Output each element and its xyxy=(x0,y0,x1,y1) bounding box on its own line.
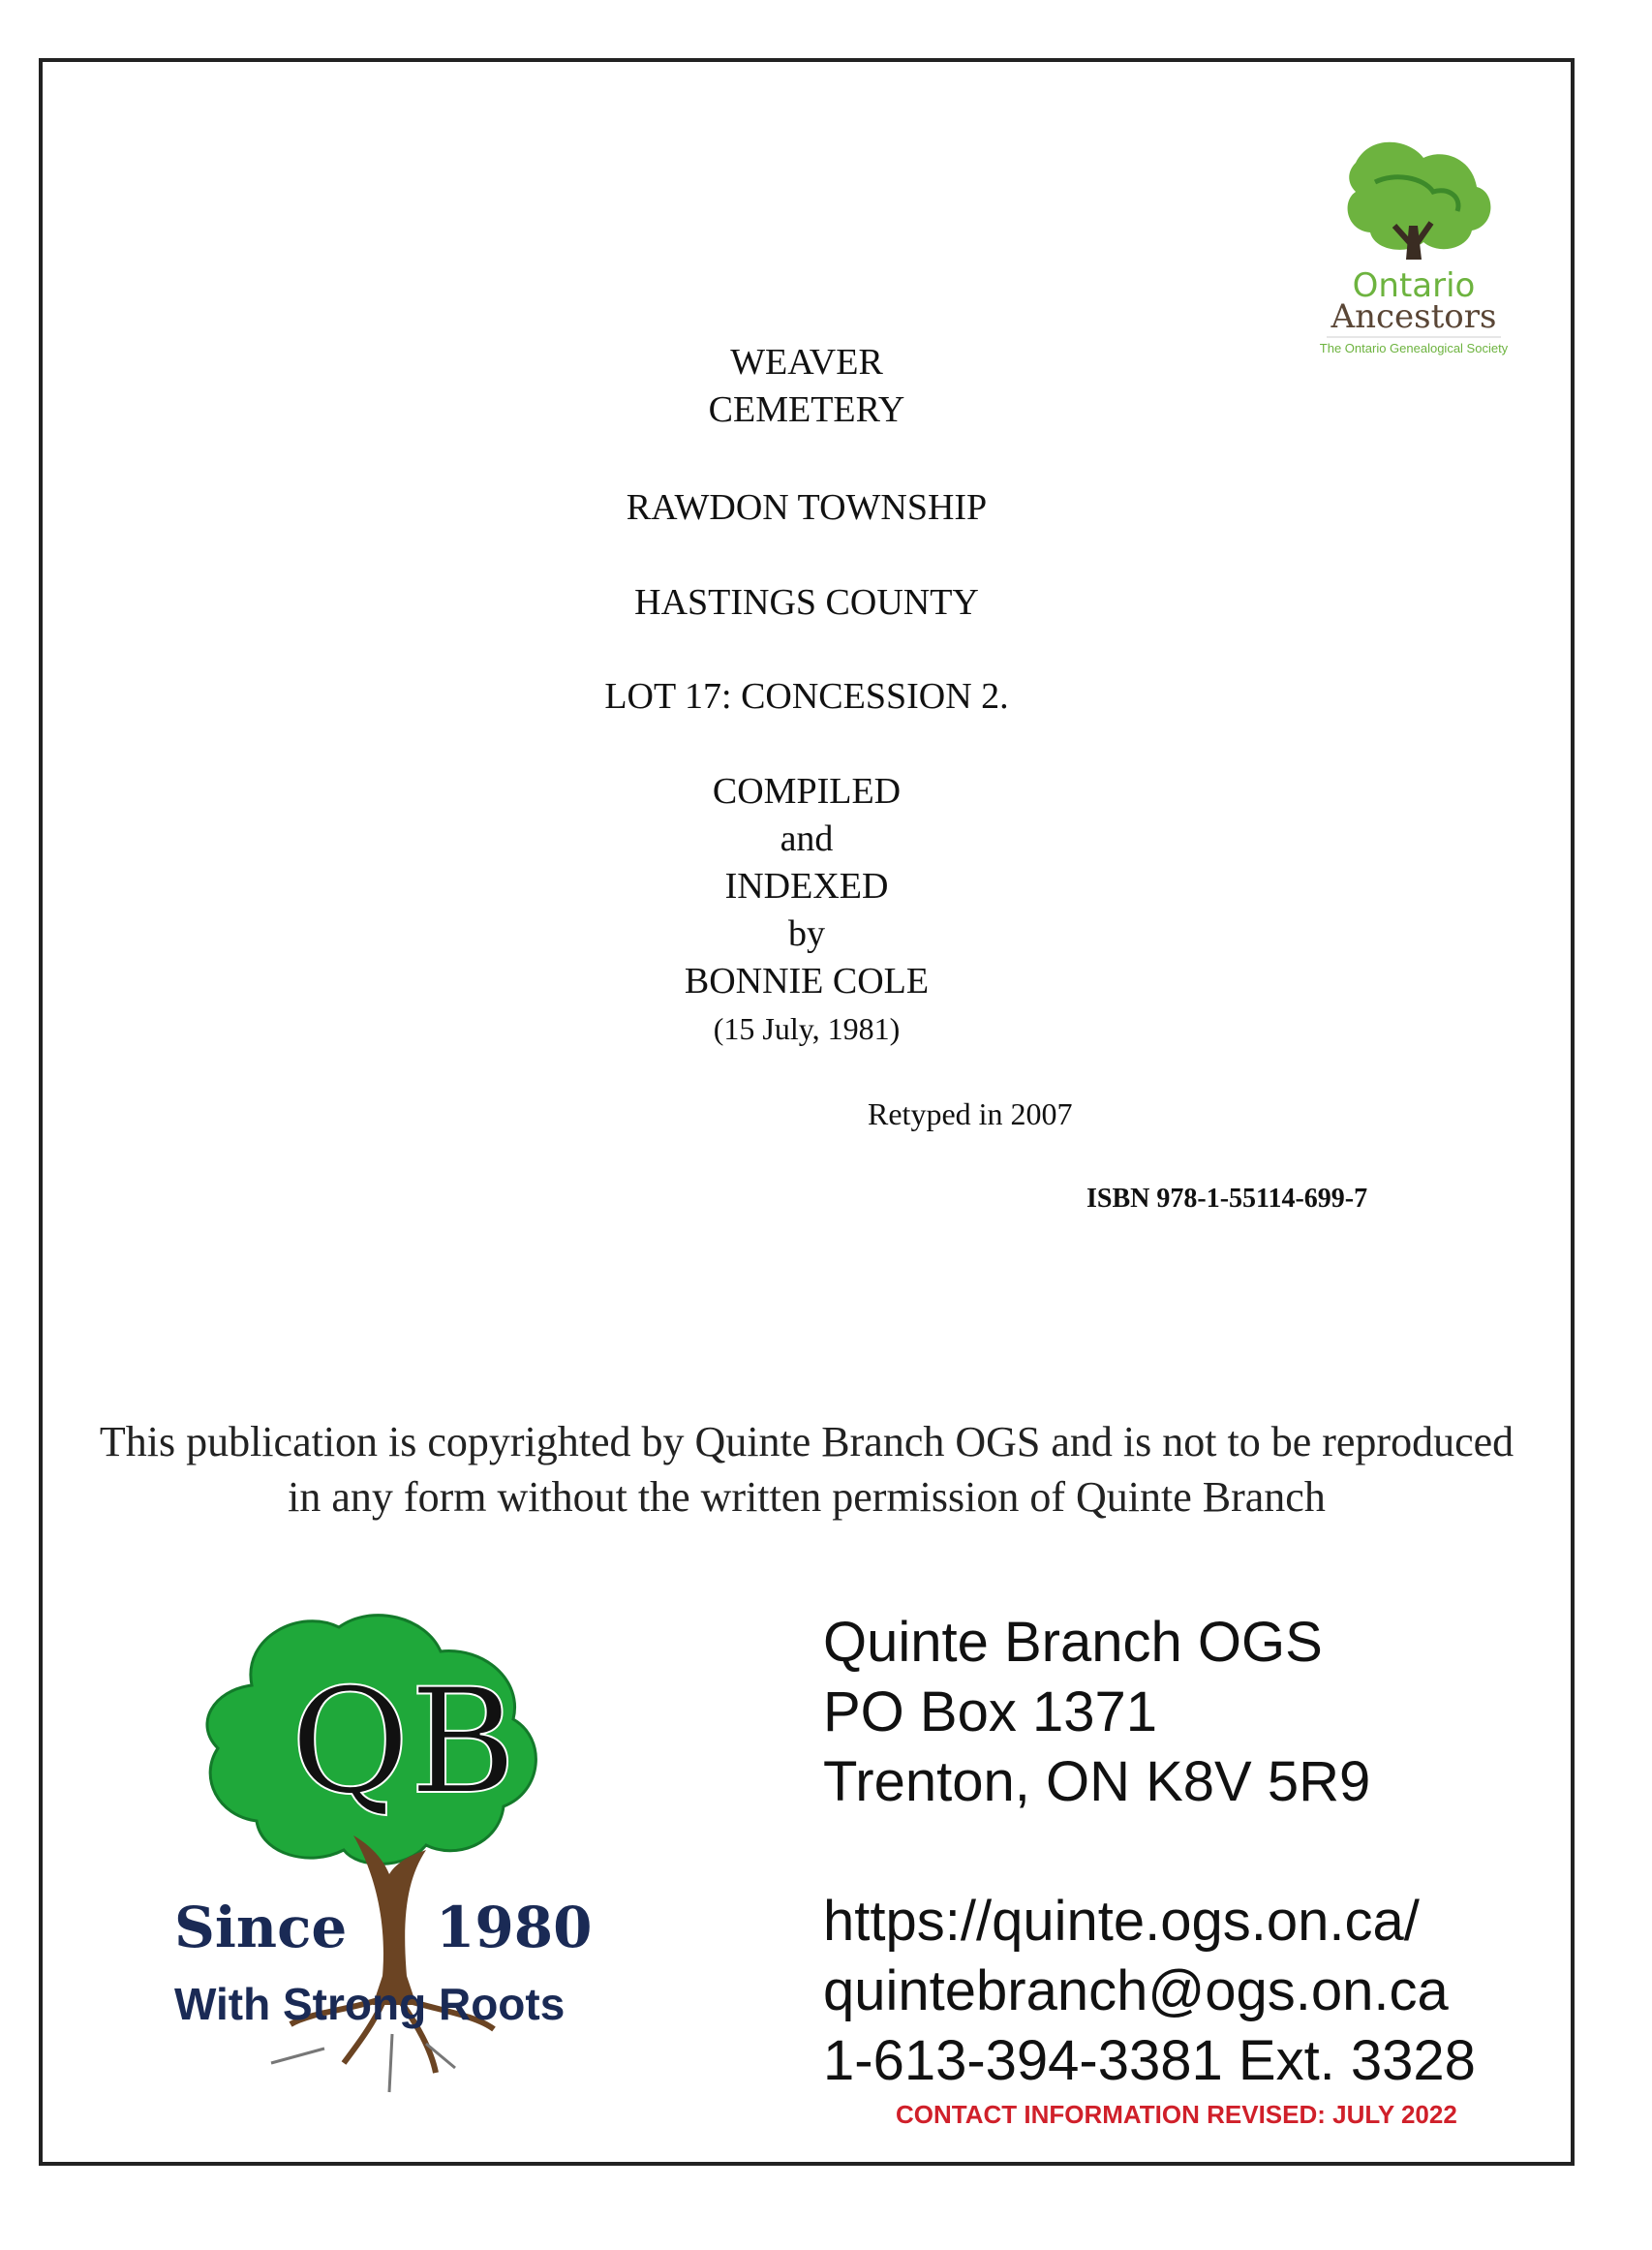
po-box: PO Box 1371 xyxy=(823,1680,1157,1743)
indexed-text: INDEXED xyxy=(724,866,889,907)
isbn: ISBN 978-1-55114-699-7 xyxy=(1086,1184,1368,1214)
logo-ancestors-text: Ancestors xyxy=(1331,297,1497,336)
compiler-block xyxy=(0,768,1613,1048)
county-text: HASTINGS COUNTY xyxy=(634,582,979,623)
copyright-line-1: This publication is copyrighted by Quinte Branch OGS and is not to be reproduced xyxy=(99,1418,1514,1465)
title-line-2: CEMETERY xyxy=(708,389,905,430)
and-text: and xyxy=(780,818,834,859)
tree-icon xyxy=(165,1608,610,2111)
quinte-branch-logo xyxy=(165,1608,610,2111)
by-text: by xyxy=(788,913,825,954)
since-year: 1980 xyxy=(436,1895,593,1960)
copyright-notice xyxy=(58,1414,1555,1525)
website-link[interactable]: https://quinte.ogs.on.ca/ xyxy=(823,1890,1420,1953)
org-name: Quinte Branch OGS xyxy=(823,1611,1323,1674)
township-text: RAWDON TOWNSHIP xyxy=(626,487,988,528)
revised-notice: CONTACT INFORMATION REVISED: JULY 2022 xyxy=(896,2100,1457,2129)
copyright-line-2: in any form without the written permission of Quinte Branch xyxy=(288,1473,1326,1521)
contact-block xyxy=(823,1608,1476,2130)
compiled-text: COMPILED xyxy=(712,771,902,812)
lot-concession xyxy=(0,673,1613,721)
logo-tagline: The Ontario Genealogical Society xyxy=(1319,341,1509,355)
tree-map-icon xyxy=(1317,134,1511,356)
email-link[interactable]: quintebranch@ogs.on.ca xyxy=(823,1959,1449,2022)
logo-ontario-text: Ontario xyxy=(1352,266,1476,305)
lot-text: LOT 17: CONCESSION 2. xyxy=(604,676,1009,717)
compile-date: (15 July, 1981) xyxy=(713,1011,901,1046)
author-name: BONNIE COLE xyxy=(684,961,930,1002)
ontario-ancestors-logo xyxy=(1317,134,1511,361)
motto-text: With Strong Roots xyxy=(174,1979,566,2029)
township xyxy=(0,484,1613,532)
title-block xyxy=(0,339,1613,434)
city-postal: Trenton, ON K8V 5R9 xyxy=(823,1750,1371,1813)
county xyxy=(0,579,1613,627)
title-line-1: WEAVER xyxy=(730,342,883,383)
qb-letters: QB xyxy=(291,1658,517,1827)
retyped-note: Retyped in 2007 xyxy=(868,1096,1073,1131)
since-text: Since xyxy=(174,1895,348,1960)
phone-number: 1-613-394-3381 Ext. 3328 xyxy=(823,2029,1476,2092)
